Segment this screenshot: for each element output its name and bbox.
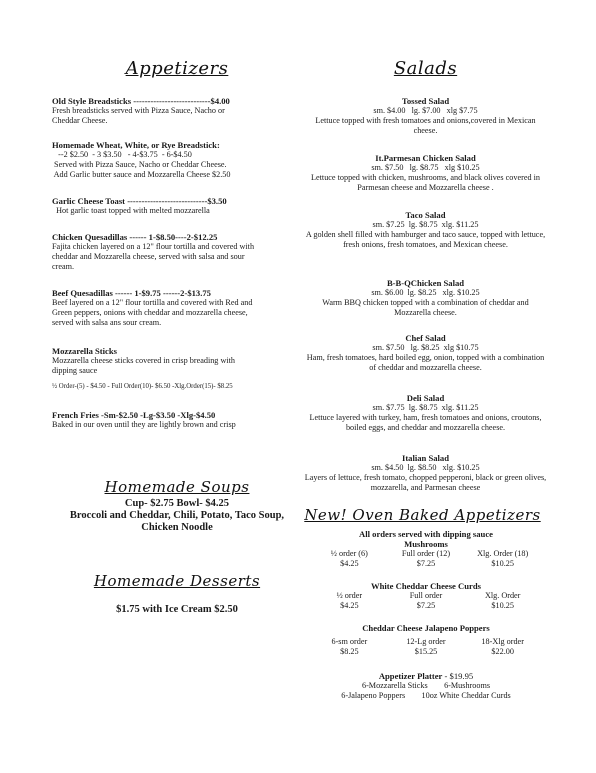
oven-subtitle: All orders served with dipping sauce (359, 529, 493, 539)
salad-item-tossed (303, 96, 548, 136)
salad-desc: Lettuce layered with turkey, ham, fresh tomatoes and onions, croutons, boiled eggs, and cheddar and mozzarella cheese. (309, 413, 542, 432)
salad-desc: Layers of lettuce, fresh tomato, chopped pepperoni, black or green olives, mozzarella, and Parmesan cheese (304, 473, 547, 492)
soups-varieties-cont: Chicken Noodle (141, 522, 213, 533)
size-label: 18-Xlg order (481, 637, 524, 646)
item-title: Garlic Cheese Toast ----------------------------$3.50 (52, 196, 227, 206)
appetizer-item-mozzarella-sticks (52, 346, 302, 392)
oven-platter (311, 671, 541, 701)
group-prices (311, 601, 541, 611)
platter-name: Appetizer Platter (378, 671, 443, 681)
salad-item-deli (303, 393, 548, 433)
size-price: $7.25 (416, 601, 436, 610)
salad-name: Taco Salad (405, 210, 446, 220)
salad-name: Chef Salad (405, 333, 446, 343)
salad-prices: sm. $7.50 lg. $8.25 xlg $10.75 (372, 343, 479, 352)
item-title: Homemade Wheat, White, or Rye Breadstick: (52, 140, 220, 150)
item-desc: Beef layered on a 12" flour tortilla and covered with Red and (52, 298, 253, 307)
item-desc: served with salsa ans sour cream. (52, 318, 162, 327)
platter-contents: 6-Mozzarella Sticks 6-Mushrooms (361, 681, 491, 690)
group-prices (311, 559, 541, 569)
size-price: $10.25 (491, 559, 514, 568)
salad-prices: sm. $4.50 lg. $8.50 xlg. $10.25 (371, 463, 480, 472)
item-desc: Hot garlic toast topped with melted mozzarella (52, 206, 210, 215)
salad-name: Italian Salad (401, 453, 450, 463)
salad-item-italian (303, 453, 548, 493)
size-label: Full order (12) (401, 549, 451, 558)
salad-name: Deli Salad (406, 393, 445, 403)
item-desc: Served with Pizza Sauce, Nacho or Cheddar Cheese. (52, 160, 227, 169)
size-label: ½ order (6) (330, 549, 368, 558)
appetizer-item-chicken-quesadillas (52, 232, 302, 272)
item-desc: Cheddar Cheese. (52, 116, 108, 125)
salad-desc: Lettuce topped with fresh tomatoes and onions,covered in Mexican cheese. (315, 116, 536, 135)
item-prices: ½ Order-(5) - $4.50 - Full Order(10)- $6.50 -Xlg.Order(15)- $8.25 (52, 383, 233, 390)
oven-group-mushrooms (311, 539, 541, 569)
salad-prices: sm. $4.00 lg. $7.00 xlg $7.75 (373, 106, 478, 115)
item-title: Mozzarella Sticks (52, 346, 117, 356)
item-desc: cream. (52, 262, 75, 271)
salads-heading: Salads (393, 58, 458, 79)
salad-desc: Warm BBQ chicken topped with a combination of cheddar and Mozzarella cheese. (322, 298, 529, 317)
item-desc: Fresh breadsticks served with Pizza Sauce, Nacho or (52, 106, 225, 115)
size-label: Xlg. Order (18) (477, 549, 529, 558)
item-desc: Add Garlic butter sauce and Mozzarella Cheese $2.50 (52, 170, 231, 179)
size-price: $4.25 (340, 601, 359, 610)
salad-item-parmesan-chicken (303, 153, 548, 193)
desserts-heading: Homemade Desserts (93, 572, 261, 590)
salad-prices: sm. $7.50 lg. $8.75 xlg $10.25 (371, 163, 480, 172)
group-name: White Cheddar Cheese Curds (371, 581, 481, 591)
soups-section (52, 478, 302, 534)
item-title: Old Style Breadsticks ---------------------------$4.00 (52, 96, 230, 106)
oven-group-jalapeno-poppers (311, 623, 541, 657)
group-labels (311, 591, 541, 601)
item-desc: Green peppers, onions with cheddar and mozzarella cheese, (52, 308, 248, 317)
oven-appetizers-section (311, 529, 541, 701)
desserts-section (52, 572, 302, 616)
item-title: Chicken Quesadillas ------ 1-$8.50----2-$12.25 (52, 232, 218, 242)
item-desc: Fajita chicken layered on a 12" flour tortilla and covered with (52, 242, 255, 251)
platter-contents: 6-Jalapeno Poppers 10oz White Cheddar Curds (341, 691, 511, 700)
item-prices: --2 $2.50 - 3 $3.50 - 4-$3.75 - 6-$4.50 (52, 150, 192, 159)
size-price: $7.25 (416, 559, 436, 568)
salad-prices: sm. $6.00 lg. $8.25 xlg. $10.25 (371, 288, 480, 297)
soups-prices: Cup- $2.75 Bowl- $4.25 (124, 498, 230, 509)
size-label: 12-Lg order (406, 637, 446, 646)
oven-group-cheese-curds (311, 581, 541, 611)
platter-price: - $19.95 (442, 671, 474, 681)
item-desc: dipping sauce (52, 366, 98, 375)
item-desc: cheddar and Mozzarella cheese, served with salsa and sour (52, 252, 245, 261)
salad-prices: sm. $7.25 lg. $8.75 xlg. $11.25 (372, 220, 479, 229)
appetizer-item-garlic-toast (52, 196, 302, 216)
salad-desc: Ham, fresh tomatoes, hard boiled egg, onion, topped with a combination of cheddar and mozzarella cheese. (306, 353, 545, 372)
salad-item-taco (303, 210, 548, 250)
size-label: ½ order (336, 591, 363, 600)
appetizer-item-french-fries (52, 410, 302, 430)
salad-name: Tossed Salad (401, 96, 450, 106)
size-label: Full order (409, 591, 443, 600)
item-desc: Mozzarella cheese sticks covered in crisp breading with (52, 356, 236, 365)
group-prices (311, 647, 541, 657)
size-price: $4.25 (340, 559, 359, 568)
salad-item-bbq-chicken (303, 278, 548, 318)
size-price: $10.25 (491, 601, 514, 610)
salad-name: B-B-QChicken Salad (386, 278, 465, 288)
group-labels (311, 549, 541, 559)
salad-name: It.Parmesan Chicken Salad (375, 153, 476, 163)
size-label: 6-sm order (331, 637, 368, 646)
group-name: Cheddar Cheese Jalapeno Poppers (362, 623, 490, 633)
item-desc: Baked in our oven until they are lightly brown and crisp (52, 420, 236, 429)
salad-desc: Lettuce topped with chicken, mushrooms, and black olives covered in Parmesan cheese and Mozzarella cheese . (311, 173, 540, 192)
salad-prices: sm. $7.75 lg. $8.75 xlg. $11.25 (372, 403, 479, 412)
appetizer-item-homemade-breadsticks (52, 140, 302, 180)
desserts-prices: $1.75 with Ice Cream $2.50 (116, 604, 238, 615)
salad-item-chef (303, 333, 548, 373)
group-name: Mushrooms (404, 539, 448, 549)
appetizers-heading: Appetizers (125, 58, 229, 79)
appetizer-item-beef-quesadillas (52, 288, 302, 328)
item-title: French Fries -Sm-$2.50 -Lg-$3.50 -Xlg-$4.50 (52, 410, 216, 420)
size-price: $15.25 (414, 647, 438, 656)
size-label: Xlg. Order (484, 591, 521, 600)
group-labels (311, 637, 541, 647)
oven-appetizers-heading: New! Oven Baked Appetizers (304, 506, 541, 524)
salad-desc: A golden shell filled with hamburger and taco sauce, topped with lettuce, fresh onions, fresh tomatoes, and Mexican cheese. (305, 230, 546, 249)
item-title: Beef Quesadillas ------ 1-$9.75 ------2-$13.75 (52, 288, 211, 298)
soups-varieties: Broccoli and Cheddar, Chili, Potato, Taco Soup, (69, 510, 285, 521)
soups-heading: Homemade Soups (104, 478, 250, 496)
size-price: $22.00 (491, 647, 514, 656)
appetizer-item-breadsticks (52, 96, 302, 126)
size-price: $8.25 (340, 647, 359, 656)
